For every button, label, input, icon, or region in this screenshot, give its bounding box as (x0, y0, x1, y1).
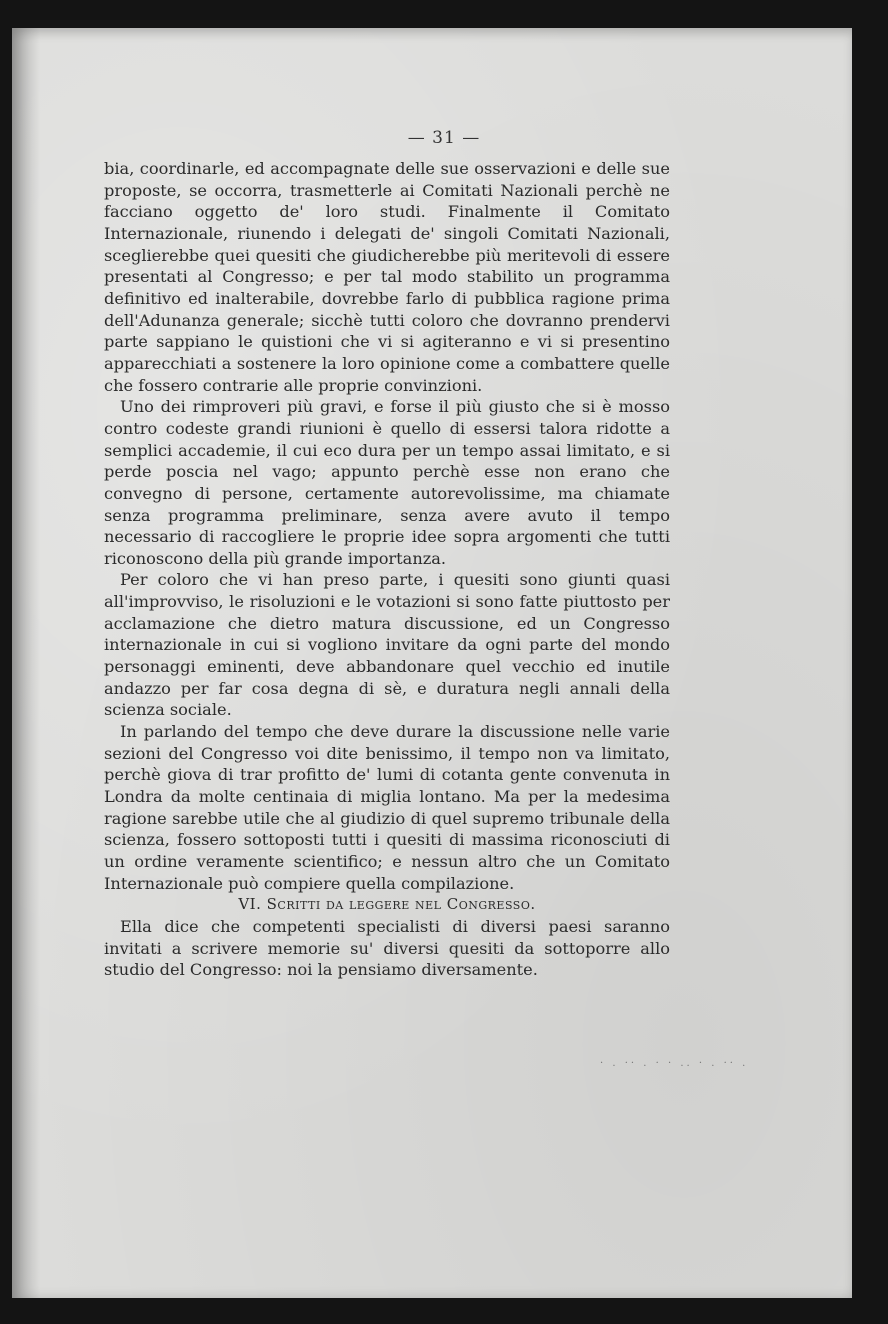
scan-specks: · . ·· . · · .. · . ·· . (600, 1058, 749, 1069)
section-title: Scritti da leggere nel Congresso. (266, 895, 536, 914)
paragraph-continuation: bia, coordinarle, ed accompagnate delle sue osservazioni e delle sue proposte, se occorra, trasmetterle ai Comitati Nazionali perchè ne facciano oggetto de' loro studi. Finalmente il Comitato Internazionale, riunendo i delegati de' singoli Comitati Nazionali, sceglierebbe quei quesiti che giudicherebbe più meritevoli di essere presentati al Congresso; e per tal modo stabilito un programma definitivo ed inalterabile, dovrebbe farlo di pubblica ragione prima dell'Adunanza generale; sicchè tutti coloro che dovranno prendervi parte sappiano le quistioni che vi si agiteranno e vi si presentino apparecchiati a sostenere la loro opinione come a combattere quelle che fossero contrarie alle proprie convinzioni. (104, 159, 670, 395)
paragraph-specialisti: Ella dice che competenti specialisti di diversi paesi saranno invitati a scrivere memorie su' diversi quesiti da sottoporre allo studio del Congresso: noi la pensiamo diversamente. (104, 916, 670, 980)
paragraph-coloro: Per coloro che vi han preso parte, i quesiti sono giunti quasi all'improvviso, le risoluzioni e le votazioni si sono fatte piuttosto per acclamazione che dietro matura discussione, ed un Congresso internazionale in cui si vogliono invitare da ogni parte del mondo personaggi eminenti, deve abbandonare quel vecchio ed inutile andazzo per far cosa degna di sè, e duratura negli annali della scienza sociale. (104, 570, 670, 720)
paragraph-discussione: In parlando del tempo che deve durare la discussione nelle varie sezioni del Congresso voi dite benissimo, il tempo non va limitato, perchè giova di trar profitto de' lumi di cotanta gente convenuta in Londra da molte centinaia di miglia lontano. Ma per la medesima ragione sarebbe utile che al giudizio di quel supremo tribunale della scienza, fossero sottoposti tutti i quesiti di massima riconosciuti di un ordine veramente scientifico; e nessun altro che un Comitato Internazionale può compiere quella compilazione. (104, 722, 670, 893)
body-text (104, 158, 670, 981)
page-gutter-shadow (12, 28, 40, 1298)
page-number: — 31 — (407, 128, 481, 148)
section-numeral: VI. (238, 895, 262, 914)
section-heading (104, 894, 670, 916)
paragraph-rimproveri: Uno dei rimproveri più gravi, e forse il più giusto che si è mosso contro codeste grandi riunioni è quello di essersi talora ridotte a semplici accademie, il cui eco dura per un tempo assai limitato, e si perde poscia nel vago; appunto perchè esse non erano che convegno di persone, certamente autorevolissime, ma chiamate senza programma preliminare, senza avere avuto il tempo necessario di raccogliere le proprie idee sopra argomenti che tutti riconoscono della più grande importanza. (104, 397, 670, 568)
